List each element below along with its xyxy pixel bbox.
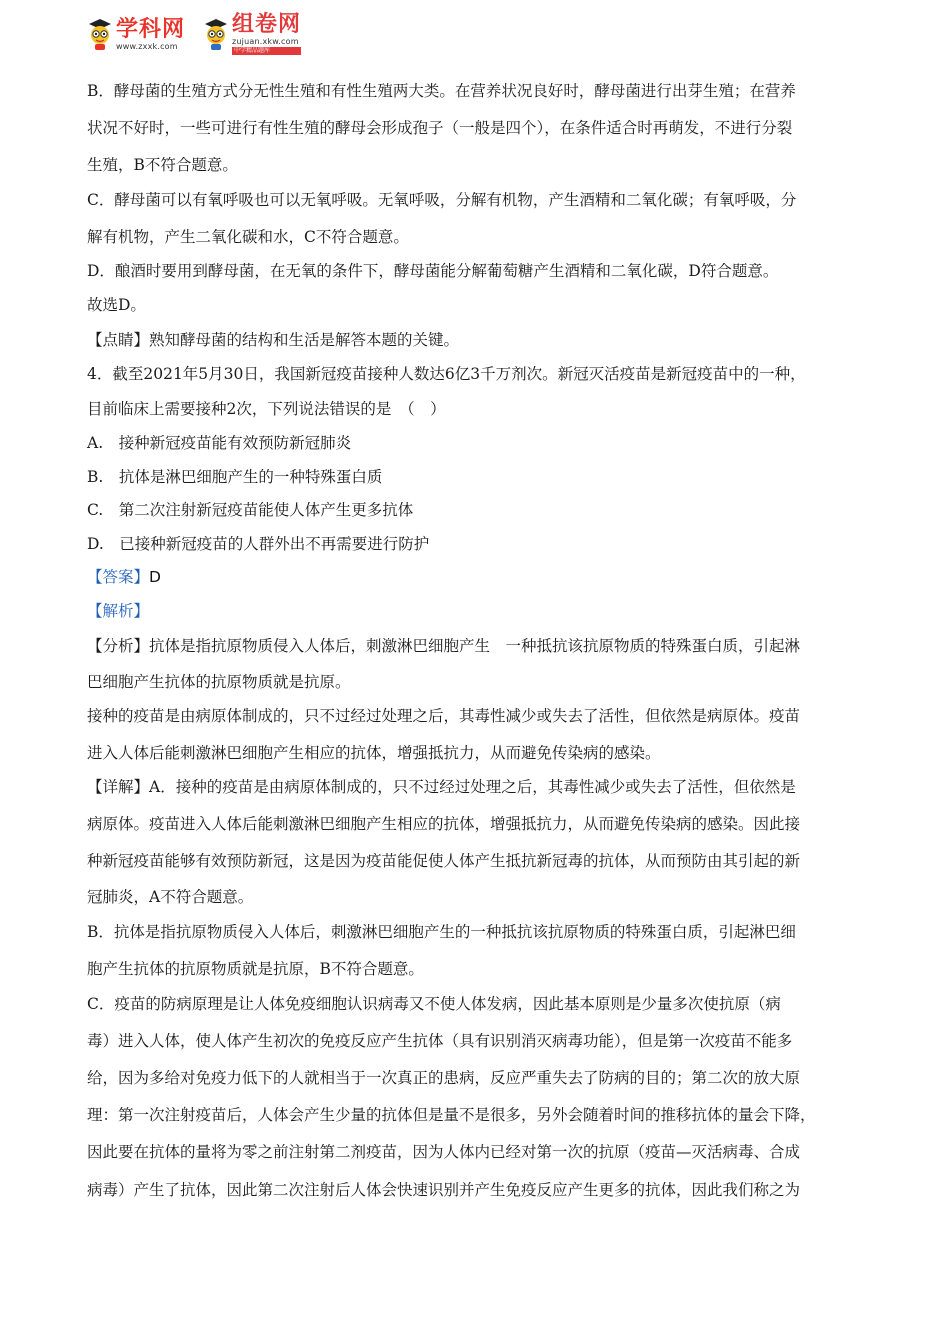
answer-label: 【答案】	[87, 568, 150, 586]
logo1-url: www.zxxk.com	[116, 41, 178, 51]
zujuan-logo	[202, 12, 301, 56]
text-line: 【详解】A．接种的疫苗是由病原体制成的，只不过经过处理之后，其毒性减少或失去了活性，但依然是	[87, 778, 796, 796]
question-stem: 目前临床上需要接种2次，下列说法错误的是 （ ）	[87, 400, 446, 418]
option-a: A. 接种新冠疫苗能有效预防新冠肺炎	[87, 434, 352, 452]
text-line: B．酵母菌的生殖方式分无性生殖和有性生殖两大类。在营养状况良好时，酵母菌进行出芽生殖；在营养	[87, 82, 796, 100]
text-line: 种新冠疫苗能够有效预防新冠，这是因为疫苗能促使人体产生抵抗新冠毒的抗体，从而预防由其引起的新	[87, 852, 801, 870]
text-line: 冠肺炎，A不符合题意。	[87, 888, 254, 906]
option-c: C. 第二次注射新冠疫苗能使人体产生更多抗体	[87, 501, 414, 519]
logo2-url: zujuan.xkw.com	[232, 37, 299, 46]
header-logos	[86, 12, 326, 56]
text-line: C．酵母菌可以有氧呼吸也可以无氧呼吸。无氧呼吸，分解有机物，产生酒精和二氧化碳；有氧呼吸，分	[87, 191, 797, 209]
text-line: 进入人体后能刺激淋巴细胞产生相应的抗体，增强抵抗力，从而避免传染病的感染。	[87, 744, 661, 762]
answer-value: D	[149, 568, 161, 586]
text-line: 因此要在抗体的量将为零之前注射第二剂疫苗，因为人体内已经对第一次的抗原（疫苗—灭活病毒、合成	[87, 1143, 801, 1161]
text-line: 巴细胞产生抗体的抗原物质就是抗原。	[87, 673, 351, 691]
text-line: 故选D。	[87, 296, 146, 314]
zxxk-logo	[86, 12, 185, 56]
logo2-title: 组卷网	[232, 12, 302, 37]
text-line: 病原体。疫苗进入人体后能刺激淋巴细胞产生相应的抗体，增强抵抗力，从而避免传染病的感染。因此接	[87, 815, 801, 833]
question-stem: 4．截至2021年5月30日，我国新冠疫苗接种人数达6亿3千万剂次。新冠灭活疫苗是新冠疫苗中的一种，	[87, 365, 806, 383]
logo1-title: 学科网	[116, 16, 186, 42]
text-line: 给，因为多给对免疫力低下的人就相当于一次真正的患病，反应严重失去了防病的目的；第二次的放大原	[87, 1069, 801, 1087]
text-line: C．疫苗的防病原理是让人体免疫细胞认识病毒又不使人体发病，因此基本原则是少量多次使抗原（病	[87, 995, 781, 1013]
key-point-line: 【点睛】熟知酵母菌的结构和生活是解答本题的关键。	[87, 331, 460, 349]
text-line: 病毒）产生了抗体，因此第二次注射后人体会快速识别并产生免疫反应产生更多的抗体，因此我们称之为	[87, 1181, 801, 1199]
text-line: 理：第一次注射疫苗后，人体会产生少量的抗体但是量不是很多，另外会随着时间的推移抗体的量会下降，	[87, 1106, 816, 1124]
text-line: 生殖，B不符合题意。	[87, 156, 238, 174]
option-d: D. 已接种新冠疫苗的人群外出不再需要进行防护	[87, 535, 430, 553]
text-line: 毒）进入人体，使人体产生初次的免疫反应产生抗体（具有识别消灭病毒功能），但是第一次疫苗不能多	[87, 1032, 793, 1050]
answer-line	[87, 567, 161, 587]
text-line: 胞产生抗体的抗原物质就是抗原，B不符合题意。	[87, 960, 424, 978]
logo2-badge: 中学精品题库	[232, 47, 301, 55]
option-b: B. 抗体是淋巴细胞产生的一种特殊蛋白质	[87, 468, 383, 486]
text-line: B．抗体是指抗原物质侵入人体后，刺激淋巴细胞产生的一种抵抗该抗原物质的特殊蛋白质，引起淋巴细	[87, 923, 796, 941]
text-line: 状况不好时，一些可进行有性生殖的酵母会形成孢子（一般是四个），在条件适合时再萌发，不进行分裂	[87, 119, 793, 137]
text-line: 解有机物，产生二氧化碳和水，C不符合题意。	[87, 228, 409, 246]
mascot-icon	[202, 16, 230, 52]
analysis-label: 【解析】	[87, 602, 150, 620]
text-line: 【分析】抗体是指抗原物质侵入人体后，刺激淋巴细胞产生 一种抵抗该抗原物质的特殊蛋白质，引起淋	[87, 637, 801, 655]
text-line: 接种的疫苗是由病原体制成的，只不过经过处理之后，其毒性减少或失去了活性，但依然是病原体。疫苗	[87, 707, 801, 725]
text-line: D．酿酒时要用到酵母菌，在无氧的条件下，酵母菌能分解葡萄糖产生酒精和二氧化碳，D符合题意。	[87, 262, 779, 280]
mascot-icon	[86, 16, 114, 52]
